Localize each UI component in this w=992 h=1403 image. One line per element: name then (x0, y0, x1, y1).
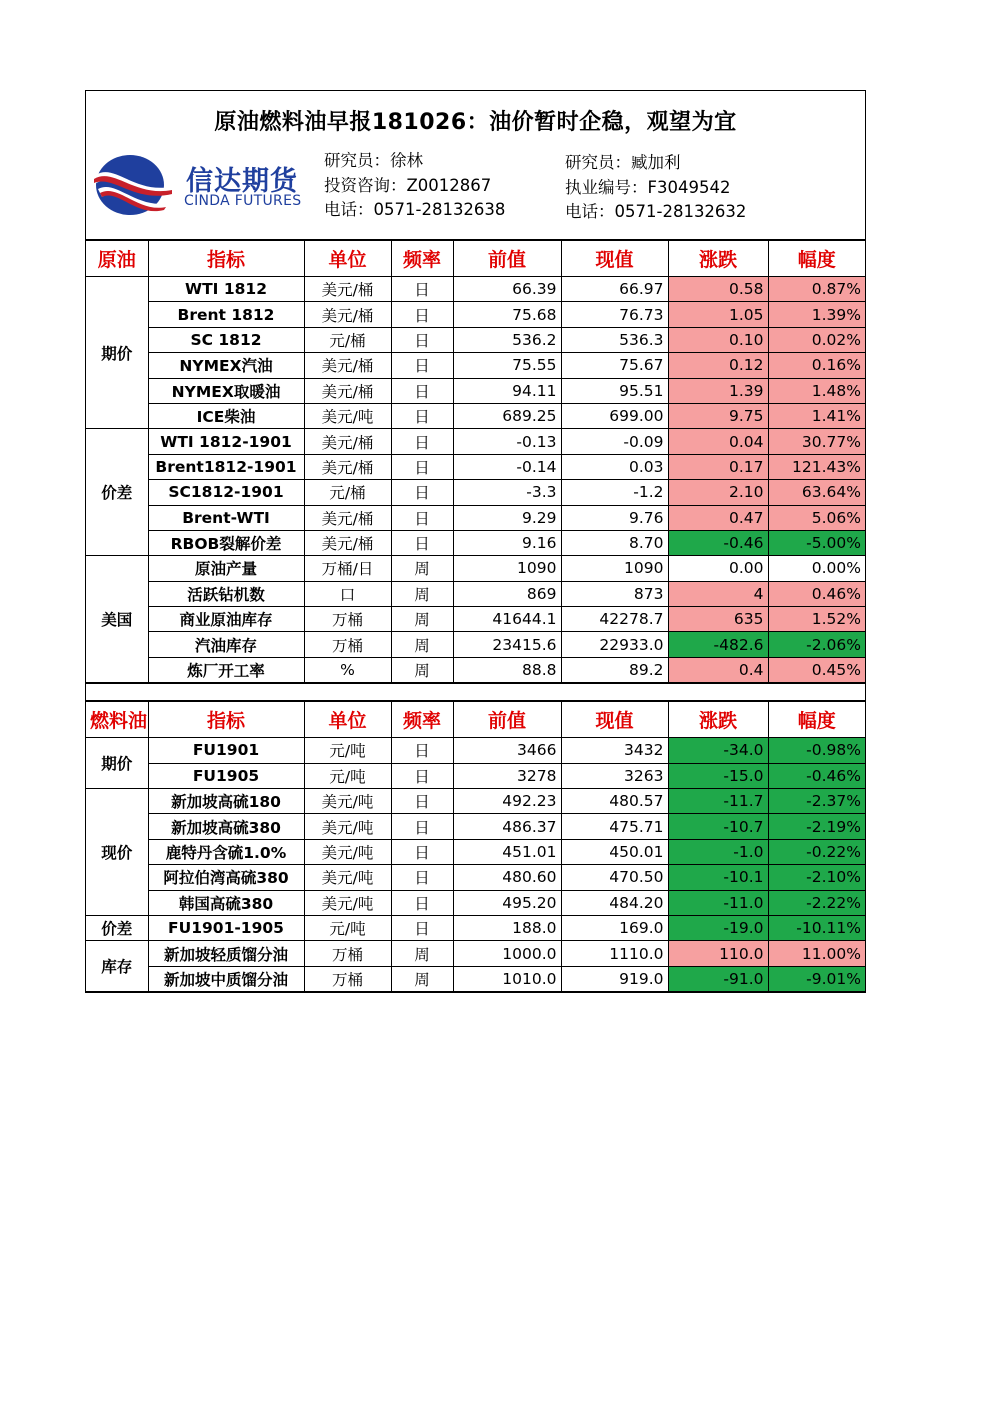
indicator-name: FU1901 (148, 738, 304, 763)
table-row (86, 915, 865, 940)
change-percent-cell: 1.39% (768, 302, 865, 327)
unit-cell: 口 (304, 581, 391, 606)
table-row (86, 530, 865, 555)
current-value-cell: 919.0 (561, 966, 668, 991)
frequency-cell: 周 (391, 966, 453, 991)
unit-cell: 元/吨 (304, 763, 391, 788)
table-row (86, 480, 865, 505)
change-cell: 0.47 (668, 505, 768, 530)
current-value-cell: 8.70 (561, 530, 668, 555)
change-cell: 0.12 (668, 353, 768, 378)
frequency-cell: 日 (391, 865, 453, 890)
column-header: 指标 (148, 241, 304, 277)
table-row (86, 353, 865, 378)
change-percent-cell: -10.11% (768, 915, 865, 940)
previous-value-cell: 480.60 (453, 865, 561, 890)
current-value-cell: 480.57 (561, 789, 668, 814)
table-row (86, 966, 865, 991)
change-percent-cell: 0.46% (768, 581, 865, 606)
previous-value-cell: 75.55 (453, 353, 561, 378)
indicator-name: 原油产量 (148, 556, 304, 581)
change-percent-cell: 0.02% (768, 327, 865, 352)
change-percent-cell: 0.16% (768, 353, 865, 378)
current-value-cell: 1110.0 (561, 941, 668, 966)
column-header: 前值 (453, 702, 561, 738)
frequency-cell: 日 (391, 530, 453, 555)
column-header: 涨跌 (668, 702, 768, 738)
change-percent-cell: 0.00% (768, 556, 865, 581)
current-value-cell: 873 (561, 581, 668, 606)
table-row (86, 505, 865, 530)
current-value-cell: 1090 (561, 556, 668, 581)
indicator-name: 阿拉伯湾高硫380 (148, 865, 304, 890)
change-cell: 0.04 (668, 429, 768, 454)
unit-cell: 美元/桶 (304, 277, 391, 302)
change-cell: 110.0 (668, 941, 768, 966)
previous-value-cell: 689.25 (453, 403, 561, 428)
change-cell: 1.39 (668, 378, 768, 403)
frequency-cell: 日 (391, 480, 453, 505)
change-cell: 9.75 (668, 403, 768, 428)
table-row (86, 607, 865, 632)
indicator-name: 新加坡轻质馏分油 (148, 941, 304, 966)
current-value-cell: 169.0 (561, 915, 668, 940)
change-percent-cell: 121.43% (768, 454, 865, 479)
previous-value-cell: -0.13 (453, 429, 561, 454)
indicator-name: FU1901-1905 (148, 915, 304, 940)
change-percent-cell: -5.00% (768, 530, 865, 555)
unit-cell: 美元/桶 (304, 353, 391, 378)
current-value-cell: 75.67 (561, 353, 668, 378)
previous-value-cell: 486.37 (453, 814, 561, 839)
table-row (86, 738, 865, 763)
change-cell: 0.00 (668, 556, 768, 581)
unit-cell: 元/桶 (304, 327, 391, 352)
indicator-name: 新加坡中质馏分油 (148, 966, 304, 991)
previous-value-cell: 536.2 (453, 327, 561, 352)
current-value-cell: 470.50 (561, 865, 668, 890)
frequency-cell: 日 (391, 302, 453, 327)
change-cell: -34.0 (668, 738, 768, 763)
column-header: 燃料油 (86, 702, 148, 738)
column-header: 前值 (453, 241, 561, 277)
previous-value-cell: 23415.6 (453, 632, 561, 657)
change-cell: 0.10 (668, 327, 768, 352)
frequency-cell: 日 (391, 429, 453, 454)
change-percent-cell: 5.06% (768, 505, 865, 530)
change-percent-cell: -2.10% (768, 865, 865, 890)
crude-oil-table (86, 240, 865, 683)
indicator-name: 新加坡高硫180 (148, 789, 304, 814)
table-row (86, 378, 865, 403)
frequency-cell: 周 (391, 657, 453, 682)
previous-value-cell: 1090 (453, 556, 561, 581)
change-cell: -11.7 (668, 789, 768, 814)
group-label: 价差 (86, 915, 148, 940)
unit-cell: 美元/桶 (304, 302, 391, 327)
indicator-name: Brent-WTI (148, 505, 304, 530)
unit-cell: 美元/桶 (304, 505, 391, 530)
unit-cell: 元/吨 (304, 915, 391, 940)
change-cell: 1.05 (668, 302, 768, 327)
unit-cell: 万桶 (304, 632, 391, 657)
group-label: 期价 (86, 277, 148, 429)
analyst-license: 投资咨询：Z0012867 (324, 175, 492, 195)
indicator-name: SC1812-1901 (148, 480, 304, 505)
current-value-cell: 3263 (561, 763, 668, 788)
previous-value-cell: 451.01 (453, 839, 561, 864)
unit-cell: % (304, 657, 391, 682)
current-value-cell: 76.73 (561, 302, 668, 327)
previous-value-cell: -0.14 (453, 454, 561, 479)
frequency-cell: 日 (391, 763, 453, 788)
column-header: 幅度 (768, 241, 865, 277)
logo-english-name: CINDA FUTURES (184, 193, 302, 209)
frequency-cell: 日 (391, 839, 453, 864)
unit-cell: 元/吨 (304, 738, 391, 763)
column-header: 指标 (148, 702, 304, 738)
frequency-cell: 周 (391, 632, 453, 657)
logo-chinese-name: 信达期货 (186, 166, 298, 197)
indicator-name: ICE柴油 (148, 403, 304, 428)
table-header-row (86, 702, 865, 738)
column-header: 频率 (391, 702, 453, 738)
change-cell: 4 (668, 581, 768, 606)
change-cell: -15.0 (668, 763, 768, 788)
table-row (86, 657, 865, 682)
column-header: 现值 (561, 702, 668, 738)
frequency-cell: 日 (391, 915, 453, 940)
table-row (86, 839, 865, 864)
change-cell: -19.0 (668, 915, 768, 940)
change-percent-cell: 30.77% (768, 429, 865, 454)
change-cell: 2.10 (668, 480, 768, 505)
change-cell: -11.0 (668, 890, 768, 915)
frequency-cell: 日 (391, 505, 453, 530)
previous-value-cell: -3.3 (453, 480, 561, 505)
indicator-name: NYMEX汽油 (148, 353, 304, 378)
previous-value-cell: 869 (453, 581, 561, 606)
table-row (86, 429, 865, 454)
group-label: 现价 (86, 789, 148, 916)
change-cell: -0.46 (668, 530, 768, 555)
indicator-name: 炼厂开工率 (148, 657, 304, 682)
frequency-cell: 日 (391, 738, 453, 763)
frequency-cell: 日 (391, 890, 453, 915)
column-header: 单位 (304, 702, 391, 738)
current-value-cell: 0.03 (561, 454, 668, 479)
previous-value-cell: 41644.1 (453, 607, 561, 632)
indicator-name: 鹿特丹含硫1.0% (148, 839, 304, 864)
table-row (86, 890, 865, 915)
indicator-name: Brent1812-1901 (148, 454, 304, 479)
indicator-name: NYMEX取暖油 (148, 378, 304, 403)
change-cell: -1.0 (668, 839, 768, 864)
unit-cell: 美元/吨 (304, 865, 391, 890)
current-value-cell: -0.09 (561, 429, 668, 454)
change-percent-cell: 0.45% (768, 657, 865, 682)
analyst-name: 研究员：徐林 (324, 151, 423, 170)
unit-cell: 万桶 (304, 966, 391, 991)
company-logo (94, 153, 316, 219)
indicator-name: 活跃钻机数 (148, 581, 304, 606)
change-percent-cell: 1.48% (768, 378, 865, 403)
table-row (86, 865, 865, 890)
previous-value-cell: 94.11 (453, 378, 561, 403)
analyst-name: 研究员：臧加利 (565, 153, 681, 172)
unit-cell: 万桶 (304, 607, 391, 632)
frequency-cell: 周 (391, 941, 453, 966)
current-value-cell: 450.01 (561, 839, 668, 864)
table-row (86, 789, 865, 814)
report-title: 原油燃料油早报181026：油价暂时企稳，观望为宜 (214, 110, 737, 135)
frequency-cell: 日 (391, 277, 453, 302)
indicator-name: 商业原油库存 (148, 607, 304, 632)
indicator-name: 韩国高硫380 (148, 890, 304, 915)
unit-cell: 美元/桶 (304, 378, 391, 403)
current-value-cell: 95.51 (561, 378, 668, 403)
change-percent-cell: -2.19% (768, 814, 865, 839)
change-percent-cell: 11.00% (768, 941, 865, 966)
column-header: 涨跌 (668, 241, 768, 277)
analyst-contact-1 (324, 149, 505, 223)
report-sheet (85, 90, 866, 993)
frequency-cell: 周 (391, 607, 453, 632)
current-value-cell: 89.2 (561, 657, 668, 682)
frequency-cell: 周 (391, 581, 453, 606)
change-percent-cell: -2.37% (768, 789, 865, 814)
report-header (86, 91, 865, 240)
indicator-name: WTI 1812-1901 (148, 429, 304, 454)
current-value-cell: 42278.7 (561, 607, 668, 632)
table-row (86, 277, 865, 302)
current-value-cell: 536.3 (561, 327, 668, 352)
change-percent-cell: 1.41% (768, 403, 865, 428)
previous-value-cell: 188.0 (453, 915, 561, 940)
section-divider (86, 683, 865, 701)
analyst-license: 执业编号：F3049542 (565, 177, 731, 197)
change-percent-cell: -2.06% (768, 632, 865, 657)
table-row (86, 454, 865, 479)
table-row (86, 632, 865, 657)
column-header: 频率 (391, 241, 453, 277)
cinda-logo-icon (94, 153, 172, 219)
column-header: 原油 (86, 241, 148, 277)
table-row (86, 763, 865, 788)
previous-value-cell: 495.20 (453, 890, 561, 915)
change-cell: -10.1 (668, 865, 768, 890)
unit-cell: 美元/吨 (304, 403, 391, 428)
table-row (86, 941, 865, 966)
unit-cell: 美元/桶 (304, 429, 391, 454)
change-percent-cell: -2.22% (768, 890, 865, 915)
indicator-name: FU1905 (148, 763, 304, 788)
previous-value-cell: 88.8 (453, 657, 561, 682)
frequency-cell: 日 (391, 327, 453, 352)
indicator-name: 新加坡高硫380 (148, 814, 304, 839)
column-header: 现值 (561, 241, 668, 277)
indicator-name: Brent 1812 (148, 302, 304, 327)
current-value-cell: 22933.0 (561, 632, 668, 657)
unit-cell: 万桶/日 (304, 556, 391, 581)
current-value-cell: 66.97 (561, 277, 668, 302)
group-label: 价差 (86, 429, 148, 556)
current-value-cell: 484.20 (561, 890, 668, 915)
change-cell: -10.7 (668, 814, 768, 839)
frequency-cell: 日 (391, 814, 453, 839)
frequency-cell: 周 (391, 556, 453, 581)
table-row (86, 403, 865, 428)
table-header-row (86, 241, 865, 277)
change-cell: 0.4 (668, 657, 768, 682)
change-percent-cell: -0.22% (768, 839, 865, 864)
frequency-cell: 日 (391, 403, 453, 428)
change-percent-cell: -9.01% (768, 966, 865, 991)
frequency-cell: 日 (391, 378, 453, 403)
change-percent-cell: 1.52% (768, 607, 865, 632)
unit-cell: 美元/吨 (304, 789, 391, 814)
column-header: 幅度 (768, 702, 865, 738)
frequency-cell: 日 (391, 789, 453, 814)
group-label: 期价 (86, 738, 148, 789)
change-percent-cell: -0.98% (768, 738, 865, 763)
previous-value-cell: 9.29 (453, 505, 561, 530)
current-value-cell: 3432 (561, 738, 668, 763)
indicator-name: SC 1812 (148, 327, 304, 352)
change-percent-cell: 63.64% (768, 480, 865, 505)
change-percent-cell: 0.87% (768, 277, 865, 302)
change-percent-cell: -0.46% (768, 763, 865, 788)
analyst-contact-2 (565, 151, 746, 225)
group-label: 美国 (86, 556, 148, 683)
indicator-name: RBOB裂解价差 (148, 530, 304, 555)
unit-cell: 万桶 (304, 941, 391, 966)
indicator-name: 汽油库存 (148, 632, 304, 657)
table-row (86, 327, 865, 352)
change-cell: -91.0 (668, 966, 768, 991)
frequency-cell: 日 (391, 454, 453, 479)
change-cell: 0.58 (668, 277, 768, 302)
previous-value-cell: 1010.0 (453, 966, 561, 991)
previous-value-cell: 3466 (453, 738, 561, 763)
unit-cell: 元/桶 (304, 480, 391, 505)
unit-cell: 美元/吨 (304, 814, 391, 839)
unit-cell: 美元/吨 (304, 839, 391, 864)
table-row (86, 581, 865, 606)
unit-cell: 美元/吨 (304, 890, 391, 915)
previous-value-cell: 3278 (453, 763, 561, 788)
frequency-cell: 日 (391, 353, 453, 378)
current-value-cell: 699.00 (561, 403, 668, 428)
change-cell: -482.6 (668, 632, 768, 657)
table-row (86, 814, 865, 839)
unit-cell: 美元/桶 (304, 530, 391, 555)
previous-value-cell: 75.68 (453, 302, 561, 327)
column-header: 单位 (304, 241, 391, 277)
analyst-phone: 电话：0571-28132632 (565, 202, 747, 221)
current-value-cell: 9.76 (561, 505, 668, 530)
previous-value-cell: 66.39 (453, 277, 561, 302)
current-value-cell: -1.2 (561, 480, 668, 505)
previous-value-cell: 9.16 (453, 530, 561, 555)
previous-value-cell: 492.23 (453, 789, 561, 814)
table-row (86, 556, 865, 581)
group-label: 库存 (86, 941, 148, 992)
current-value-cell: 475.71 (561, 814, 668, 839)
analyst-phone: 电话：0571-28132638 (324, 200, 506, 219)
table-row (86, 302, 865, 327)
unit-cell: 美元/桶 (304, 454, 391, 479)
change-cell: 635 (668, 607, 768, 632)
change-cell: 0.17 (668, 454, 768, 479)
fuel-oil-table (86, 701, 865, 992)
previous-value-cell: 1000.0 (453, 941, 561, 966)
indicator-name: WTI 1812 (148, 277, 304, 302)
